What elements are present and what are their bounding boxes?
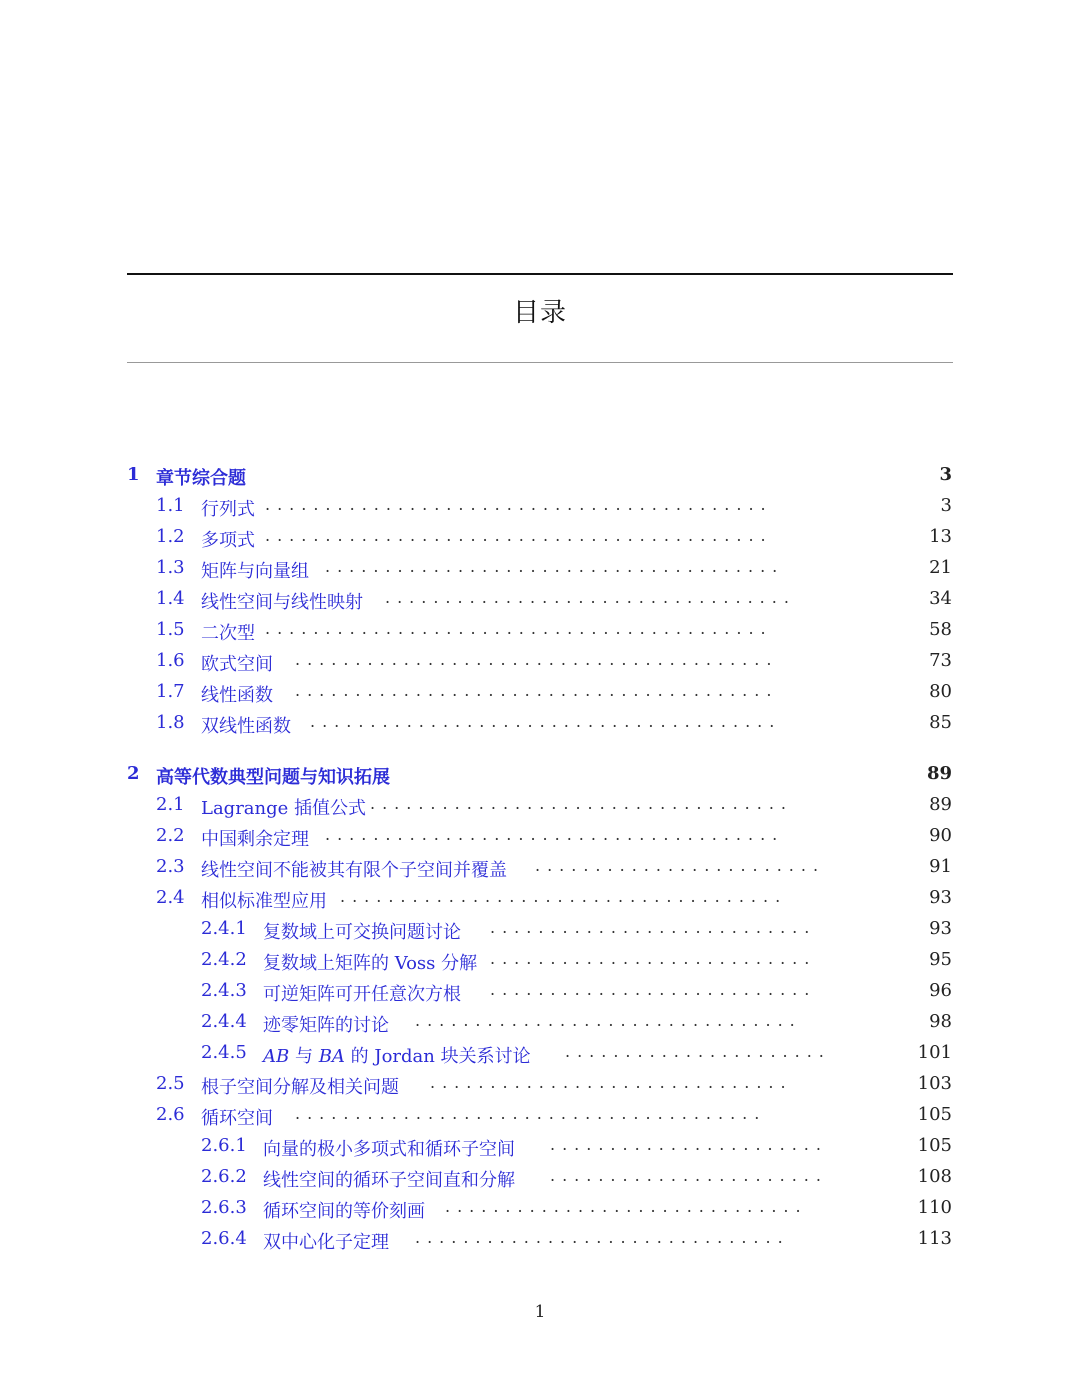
page-ref: 93 bbox=[929, 918, 952, 939]
toc-section[interactable] bbox=[0, 1104, 1080, 1134]
dot-leader: ....................... bbox=[550, 1166, 828, 1185]
section-title[interactable]: 线性空间与线性映射 bbox=[201, 592, 363, 613]
section-title[interactable]: 行列式 bbox=[201, 499, 255, 520]
dot-leader: ........................... bbox=[490, 949, 817, 968]
page-ref: 89 bbox=[929, 794, 952, 815]
toc-section[interactable] bbox=[0, 887, 1080, 917]
page-title: 目录 bbox=[512, 298, 567, 328]
page-ref: 113 bbox=[917, 1228, 952, 1249]
dot-leader: ..................................... bbox=[340, 887, 788, 906]
dot-leader: ....................................... bbox=[295, 1104, 767, 1123]
dot-leader: ........................................ bbox=[295, 650, 779, 669]
toc-subsection[interactable] bbox=[0, 1011, 1080, 1041]
section-title[interactable]: Lagrange 插值公式 bbox=[201, 798, 367, 819]
section-number: 2.3 bbox=[156, 856, 185, 877]
section-title[interactable]: 双线性函数 bbox=[201, 716, 291, 737]
toc-section[interactable] bbox=[0, 825, 1080, 855]
math-ab: AB bbox=[263, 1046, 290, 1067]
subsection-number: 2.6.1 bbox=[201, 1135, 247, 1156]
section-title[interactable]: 循环空间 bbox=[201, 1108, 273, 1129]
toc-subsection[interactable] bbox=[0, 1197, 1080, 1227]
subsection-title[interactable]: 复数域上矩阵的 Voss 分解 bbox=[263, 953, 478, 974]
page-ref: 3 bbox=[939, 464, 952, 485]
subsection-number: 2.6.4 bbox=[201, 1228, 247, 1249]
section-title[interactable]: 中国剩余定理 bbox=[201, 829, 309, 850]
page-ref: 110 bbox=[917, 1197, 952, 1218]
page-ref: 85 bbox=[929, 712, 952, 733]
toc-section[interactable] bbox=[0, 1073, 1080, 1103]
page-ref: 93 bbox=[929, 887, 952, 908]
page-ref: 98 bbox=[929, 1011, 952, 1032]
page-ref: 58 bbox=[929, 619, 952, 640]
page-ref: 13 bbox=[929, 526, 952, 547]
section-number: 1.3 bbox=[156, 557, 185, 578]
toc-section[interactable] bbox=[0, 794, 1080, 824]
title-rule bbox=[127, 362, 953, 363]
page-ref: 80 bbox=[929, 681, 952, 702]
toc-section[interactable] bbox=[0, 588, 1080, 618]
dot-leader: ........................................ bbox=[295, 681, 779, 700]
page-ref: 90 bbox=[929, 825, 952, 846]
subsection-number: 2.6.2 bbox=[201, 1166, 247, 1187]
section-title[interactable]: 矩阵与向量组 bbox=[201, 561, 309, 582]
toc-section[interactable] bbox=[0, 526, 1080, 556]
subsection-title[interactable]: 线性空间的循环子空间直和分解 bbox=[263, 1170, 515, 1191]
section-number: 2.1 bbox=[156, 794, 185, 815]
section-number: 1.4 bbox=[156, 588, 185, 609]
dot-leader: ....................................... bbox=[310, 712, 782, 731]
subsection-number: 2.4.5 bbox=[201, 1042, 247, 1063]
chapter-number: 2 bbox=[127, 763, 140, 784]
toc-section[interactable] bbox=[0, 650, 1080, 680]
section-number: 1.8 bbox=[156, 712, 185, 733]
toc-subsection[interactable] bbox=[0, 1166, 1080, 1196]
toc-chapter-1[interactable] bbox=[0, 464, 1080, 494]
toc-subsection[interactable] bbox=[0, 1135, 1080, 1165]
section-number: 1.5 bbox=[156, 619, 185, 640]
toc-section[interactable] bbox=[0, 681, 1080, 711]
page-ref: 95 bbox=[929, 949, 952, 970]
chapter-title[interactable]: 章节综合题 bbox=[156, 468, 246, 489]
section-number: 2.5 bbox=[156, 1073, 185, 1094]
dot-leader: ................................ bbox=[415, 1011, 802, 1030]
page-ref: 108 bbox=[917, 1166, 952, 1187]
section-number: 2.2 bbox=[156, 825, 185, 846]
page-ref: 21 bbox=[929, 557, 952, 578]
section-title[interactable]: 相似标准型应用 bbox=[201, 891, 327, 912]
dot-leader: .......................................... bbox=[265, 495, 773, 514]
chapter-title[interactable]: 高等代数典型问题与知识拓展 bbox=[156, 767, 390, 788]
section-number: 2.6 bbox=[156, 1104, 185, 1125]
page-ref: 3 bbox=[940, 495, 952, 516]
page-number: 1 bbox=[534, 1302, 546, 1322]
section-number: 1.2 bbox=[156, 526, 185, 547]
section-title[interactable]: 多项式 bbox=[201, 530, 255, 551]
toc-section[interactable] bbox=[0, 557, 1080, 587]
toc-subsection[interactable] bbox=[0, 949, 1080, 979]
subsection-number: 2.4.4 bbox=[201, 1011, 247, 1032]
page-ref: 73 bbox=[929, 650, 952, 671]
dot-leader: ........................... bbox=[490, 918, 817, 937]
page-ref: 101 bbox=[917, 1042, 952, 1063]
dot-leader: ........................ bbox=[535, 856, 826, 875]
subsection-title[interactable]: 双中心化子定理 bbox=[263, 1232, 389, 1253]
section-title[interactable]: 线性函数 bbox=[201, 685, 273, 706]
dot-leader: .......................................... bbox=[265, 619, 773, 638]
page-ref: 105 bbox=[917, 1104, 952, 1125]
dot-leader: ....................... bbox=[550, 1135, 828, 1154]
subsection-title[interactable]: 复数域上可交换问题讨论 bbox=[263, 922, 461, 943]
toc-chapter-2[interactable] bbox=[0, 763, 1080, 793]
dot-leader: ...................................... bbox=[325, 557, 785, 576]
section-title[interactable]: 根子空间分解及相关问题 bbox=[201, 1077, 399, 1098]
dot-leader: ............................... bbox=[415, 1228, 790, 1247]
subsection-title[interactable]: 迹零矩阵的讨论 bbox=[263, 1015, 389, 1036]
section-number: 1.7 bbox=[156, 681, 185, 702]
dot-leader: ...................................... bbox=[325, 825, 785, 844]
section-number: 2.4 bbox=[156, 887, 185, 908]
subsection-title[interactable]: 向量的极小多项式和循环子空间 bbox=[263, 1139, 515, 1160]
toc-subsection[interactable] bbox=[0, 1228, 1080, 1258]
top-rule bbox=[127, 273, 953, 275]
subsection-title[interactable]: 循环空间的等价刻画 bbox=[263, 1201, 425, 1222]
toc-section[interactable] bbox=[0, 712, 1080, 742]
subsection-number: 2.4.3 bbox=[201, 980, 247, 1001]
subsection-number: 2.6.3 bbox=[201, 1197, 247, 1218]
section-number: 1.6 bbox=[156, 650, 185, 671]
toc-subsection[interactable] bbox=[0, 918, 1080, 948]
subsection-title[interactable]: 可逆矩阵可开任意次方根 bbox=[263, 984, 461, 1005]
section-title[interactable]: 线性空间不能被其有限个子空间并覆盖 bbox=[201, 860, 507, 881]
dot-leader: ...................... bbox=[565, 1042, 831, 1061]
page-ref: 89 bbox=[926, 763, 952, 784]
toc-section[interactable] bbox=[0, 619, 1080, 649]
subsection-title[interactable] bbox=[263, 1042, 531, 1068]
dot-leader: .................................. bbox=[385, 588, 796, 607]
toc-subsection[interactable] bbox=[0, 980, 1080, 1010]
subsection-number: 2.4.2 bbox=[201, 949, 247, 970]
page-ref: 105 bbox=[917, 1135, 952, 1156]
section-number: 1.1 bbox=[156, 495, 185, 516]
dot-leader: ........................... bbox=[490, 980, 817, 999]
dot-leader: .......................................... bbox=[265, 526, 773, 545]
section-title[interactable]: 二次型 bbox=[201, 623, 255, 644]
dot-leader: .............................. bbox=[445, 1197, 808, 1216]
title-part: 与 bbox=[289, 1046, 319, 1067]
page-ref: 96 bbox=[929, 980, 952, 1001]
section-title[interactable]: 欧式空间 bbox=[201, 654, 273, 675]
title-part: 的 Jordan 块关系讨论 bbox=[344, 1046, 531, 1067]
chapter-number: 1 bbox=[127, 464, 140, 485]
toc-section[interactable] bbox=[0, 495, 1080, 525]
toc-section[interactable] bbox=[0, 856, 1080, 886]
page-ref: 91 bbox=[929, 856, 952, 877]
page-ref: 34 bbox=[929, 588, 952, 609]
subsection-number: 2.4.1 bbox=[201, 918, 247, 939]
dot-leader: ................................... bbox=[370, 794, 794, 813]
toc-subsection[interactable] bbox=[0, 1042, 1080, 1072]
page-ref: 103 bbox=[917, 1073, 952, 1094]
math-ba: BA bbox=[318, 1046, 345, 1067]
dot-leader: .............................. bbox=[430, 1073, 793, 1092]
